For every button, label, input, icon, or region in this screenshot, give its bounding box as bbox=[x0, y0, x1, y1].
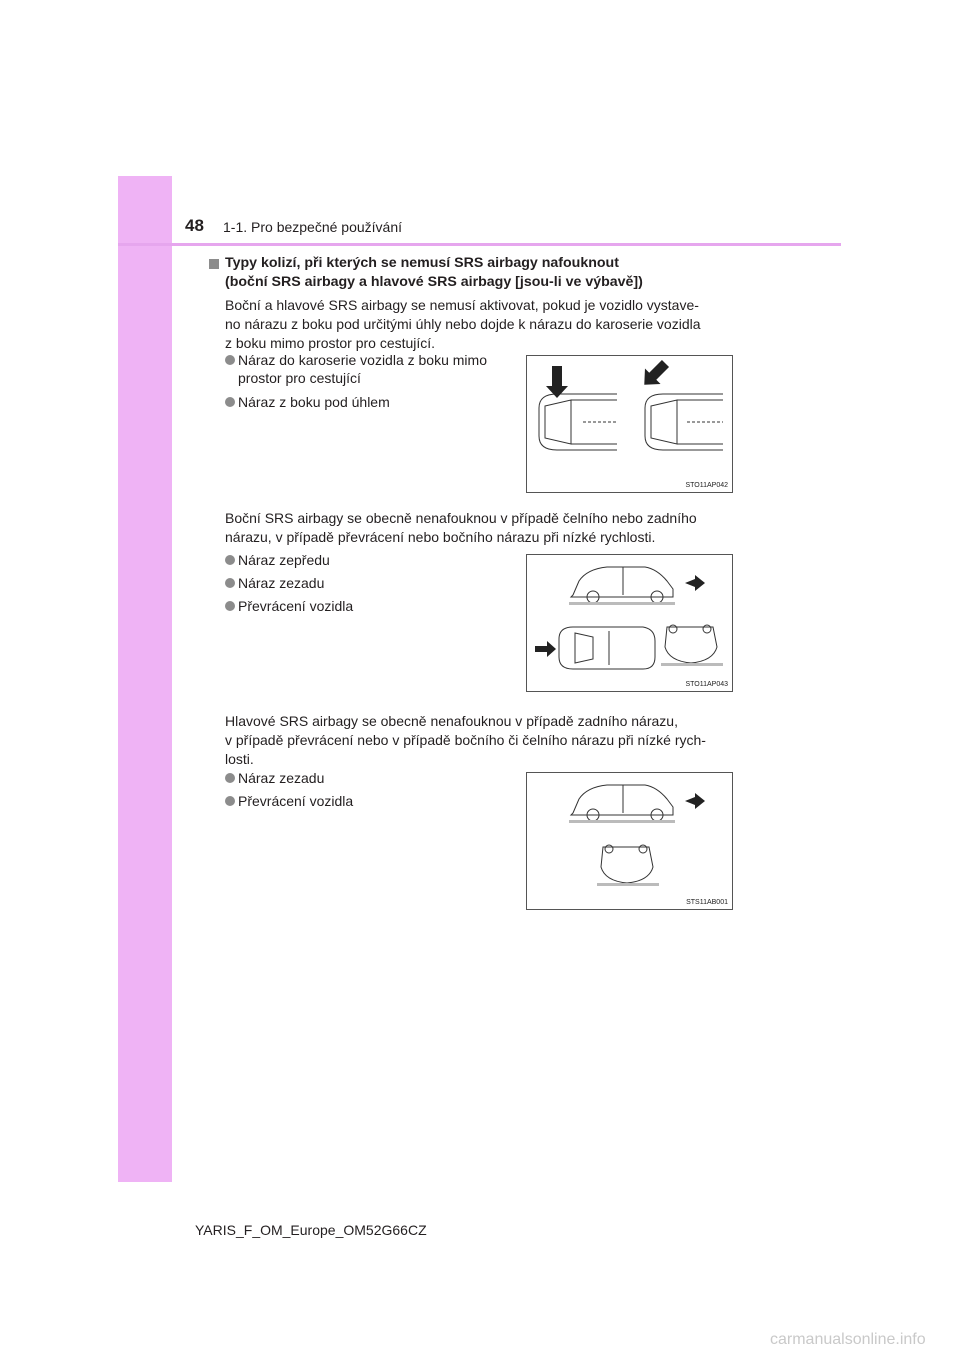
bullet-dot-icon bbox=[225, 555, 235, 565]
section1-text bbox=[209, 254, 749, 353]
sidebar-tab bbox=[118, 176, 172, 1182]
figure-front-rear-rollover bbox=[526, 554, 733, 692]
section3-paragraph bbox=[225, 712, 749, 769]
bullet-dot-icon bbox=[225, 578, 235, 588]
bullet-dot-icon bbox=[225, 601, 235, 611]
section2-text bbox=[209, 509, 749, 547]
bullet-item: Náraz zezadu bbox=[225, 574, 518, 592]
square-bullet-icon bbox=[209, 259, 219, 269]
figure-code: STO11AP043 bbox=[685, 681, 728, 688]
bullet-item: Převrácení vozidla bbox=[225, 597, 518, 615]
text-line: no nárazu z boku pod určitými úhly nebo dojde k nárazu do karoserie vozidla bbox=[225, 316, 701, 332]
text-line: nárazu, v případě převrácení nebo bočního nárazu při nízké rychlosti. bbox=[225, 529, 656, 545]
text-line: z boku mimo prostor pro cestující. bbox=[225, 335, 436, 351]
section3-text bbox=[209, 712, 749, 769]
rear-rollover-illustration bbox=[527, 773, 732, 909]
section1-paragraph bbox=[225, 296, 749, 353]
bullet-dot-icon bbox=[225, 397, 235, 407]
text-line: losti. bbox=[225, 751, 254, 767]
bullet-item: Náraz zezadu bbox=[225, 769, 518, 787]
section1-heading bbox=[209, 254, 749, 292]
footer-doc-id: YARIS_F_OM_Europe_OM52G66CZ bbox=[195, 1222, 427, 1238]
figure-code: STS11AB001 bbox=[686, 899, 728, 906]
heading-line: Typy kolizí, při kterých se nemusí SRS airbagy nafouknout bbox=[225, 255, 619, 271]
text-line: Boční SRS airbagy se obecně nenafouknou v případě čelního nebo zadního bbox=[225, 510, 697, 526]
heading-line: (boční SRS airbagy a hlavové SRS airbagy [jsou-li ve výbavě]) bbox=[225, 274, 643, 290]
bullet-dot-icon bbox=[225, 355, 235, 365]
bullet-dot-icon bbox=[225, 796, 235, 806]
section-title: 1-1. Pro bezpečné používání bbox=[223, 219, 403, 235]
text-line: Boční a hlavové SRS airbagy se nemusí aktivovat, pokud je vozidlo vystave- bbox=[225, 297, 699, 313]
figure-code: STO11AP042 bbox=[685, 482, 728, 489]
bullet-dot-icon bbox=[225, 773, 235, 783]
figure-rear-rollover bbox=[526, 772, 733, 910]
bullet-item: Náraz z boku pod úhlem bbox=[225, 393, 518, 411]
watermark: carmanualsonline.info bbox=[770, 1331, 926, 1348]
section2-paragraph bbox=[225, 509, 749, 547]
text-line: v případě převrácení nebo v případě bočního či čelního nárazu při nízké rych- bbox=[225, 732, 706, 748]
bullet-item: Převrácení vozidla bbox=[225, 792, 518, 810]
bullet-item: Náraz do karoserie vozidla z boku mimo prostor pro cestující bbox=[225, 351, 510, 387]
text-line: Hlavové SRS airbagy se obecně nenafouknou v případě zadního nárazu, bbox=[225, 713, 678, 729]
page-number: 48 bbox=[185, 216, 204, 235]
front-rear-rollover-illustration bbox=[527, 555, 732, 691]
header-rule bbox=[118, 243, 841, 246]
side-impact-illustration bbox=[527, 356, 732, 492]
figure-side-impact bbox=[526, 355, 733, 493]
bullet-item: Náraz zepředu bbox=[225, 551, 518, 569]
